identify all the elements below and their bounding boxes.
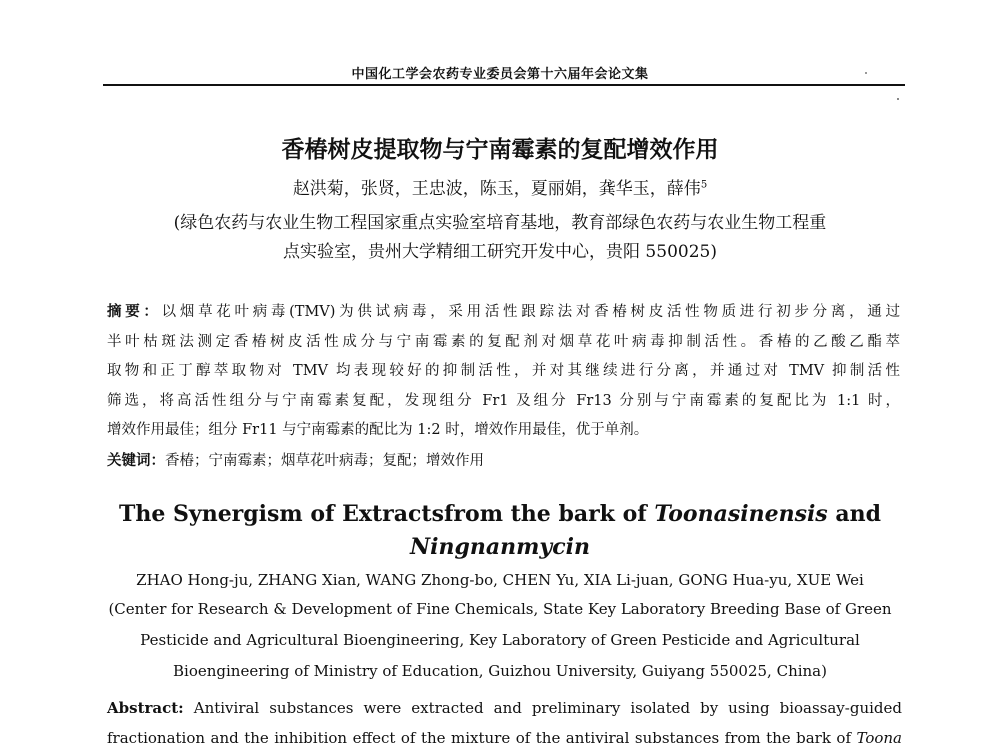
chinese-abstract	[107, 297, 900, 476]
english-title-species: Toonasinensis	[654, 501, 828, 527]
chinese-abstract-label: 摘要：	[107, 303, 162, 320]
english-abstract	[107, 693, 902, 753]
chinese-affiliation-line-1: (绿色农药与农业生物工程国家重点实验室培育基地，教育部绿色农药与农业生物工程重	[173, 213, 827, 233]
chinese-abstract-text: 以烟草花叶病毒(TMV)为供试病毒，采用活性跟踪法对香椿树皮活性物质进行初步分离，通过	[161, 304, 900, 320]
english-abstract-text-1: Antiviral substances were extracted and preliminary isolated by using bioassay-guided	[183, 699, 902, 717]
english-affiliation-line-2: Pesticide and Agricultural Bioengineering, Key Laboratory of Green Pesticide and Agricultural	[140, 631, 860, 649]
chinese-abstract-line-1	[107, 297, 900, 328]
english-abstract-species: Toona	[856, 729, 902, 747]
chinese-abstract-line-5: 增效作用最佳；组分 Fr11 与宁南霉素的配比为 1:2 时，增效作用最佳，优于单剂。	[107, 422, 649, 438]
english-affiliation-line-1: (Center for Research & Development of Fine Chemicals, State Key Laboratory Breeding Base of Green	[108, 600, 892, 618]
english-abstract-text-2: fractionation and the inhibition effect of the mixture of the antiviral substances from the bark of	[107, 729, 857, 747]
header-rule	[103, 84, 905, 86]
chinese-abstract-line-4: 筛选，将高活性组分与宁南霉素复配，发现组分 Fr1 及组分 Fr13 分别与宁南霉素的复配比为 1:1 时，	[107, 392, 900, 409]
author-superscript: 5	[700, 179, 708, 191]
english-title-line-1	[0, 501, 1000, 527]
english-abstract-line-2	[107, 723, 902, 753]
scan-speck	[865, 72, 867, 74]
chinese-authors	[0, 174, 1000, 199]
chinese-abstract-line-2: 半叶枯斑法测定香椿树皮活性成分与宁南霉素的复配剂对烟草花叶病毒抑制活性。香椿的乙酸乙酯萃	[107, 333, 900, 350]
chinese-title: 香椿树皮提取物与宁南霉素的复配增效作用	[281, 136, 719, 163]
chinese-keywords-text: 香椿；宁南霉素；烟草花叶病毒；复配；增效作用	[165, 452, 484, 469]
english-title-and: and	[827, 501, 881, 527]
english-affiliation-line-3: Bioengineering of Ministry of Education, Guizhou University, Guiyang 550025, China)	[173, 662, 827, 680]
english-authors: ZHAO Hong-ju, ZHANG Xian, WANG Zhong-bo, CHEN Yu, XIA Li-juan, GONG Hua-yu, XUE Wei	[136, 571, 864, 589]
english-abstract-line-1	[107, 693, 902, 723]
scan-speck	[897, 98, 899, 100]
chinese-abstract-line-3: 取物和正丁醇萃取物对 TMV 均表现较好的抑制活性，并对其继续进行分离，并通过对 TMV 抑制活性	[107, 363, 900, 379]
english-title-line-2: Ningnanmycin	[410, 534, 590, 560]
chinese-keywords-label: 关键词：	[107, 451, 165, 469]
chinese-author-list: 赵洪菊，张贤，王忠波，陈玉，夏丽娟，龚华玉，薛伟	[292, 179, 701, 199]
chinese-affiliation-line-2: 点实验室，贵州大学精细工研究开发中心，贵阳 550025)	[283, 242, 717, 262]
running-header: 中国化工学会农药专业委员会第十六届年会论文集	[351, 67, 649, 82]
english-abstract-label: Abstract:	[107, 699, 184, 717]
english-title-text: The Synergism of Extractsfrom the bark of	[119, 501, 655, 527]
chinese-keywords	[107, 446, 900, 477]
